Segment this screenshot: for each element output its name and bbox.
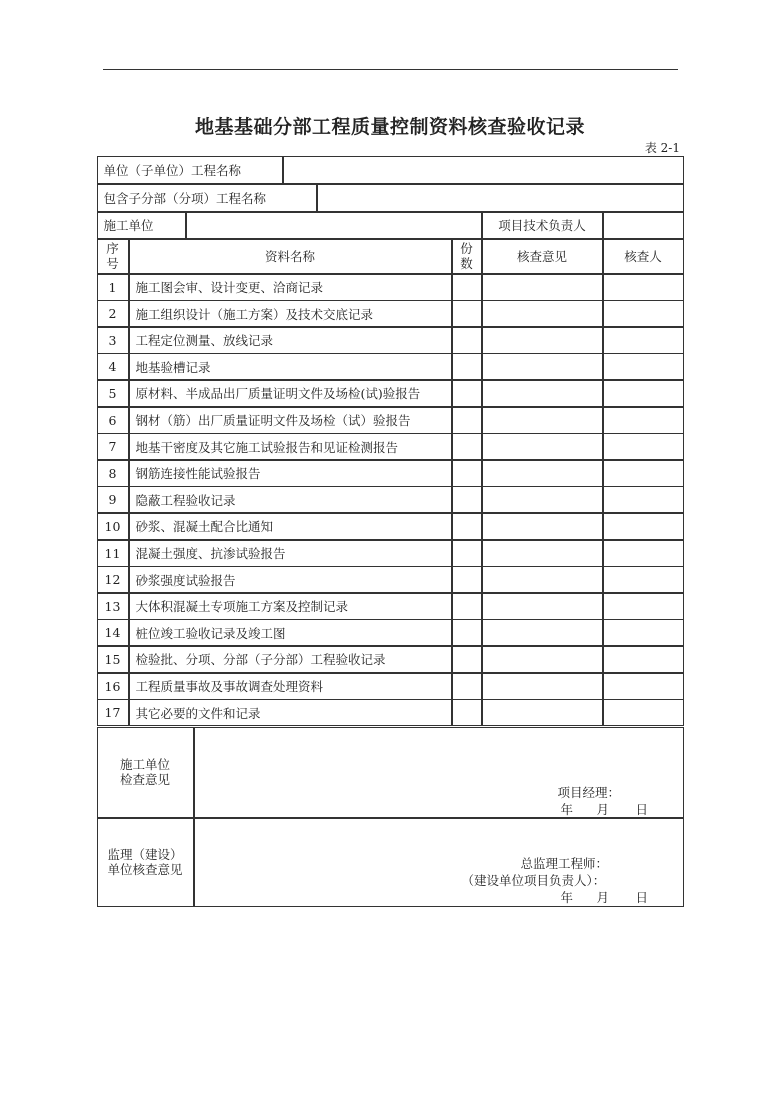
row-doc-name: 隐蔽工程验收记录	[129, 486, 452, 513]
row-no: 13	[97, 593, 129, 620]
row-copies[interactable]	[452, 593, 482, 620]
project-manager-label: 项目经理：	[557, 784, 621, 800]
row-no: 3	[97, 327, 129, 354]
contractor-field[interactable]	[186, 212, 482, 239]
row-no: 4	[97, 353, 129, 380]
row-no: 5	[97, 380, 129, 407]
row-no: 16	[97, 673, 129, 700]
contractor-review-label	[97, 727, 194, 818]
row-opinion[interactable]	[482, 407, 603, 434]
row-opinion[interactable]	[482, 673, 603, 700]
row-copies[interactable]	[452, 274, 482, 301]
col-header-opinion: 核查意见	[482, 239, 603, 274]
col-header-no-line2: 号	[106, 256, 119, 271]
row-inspector[interactable]	[603, 673, 684, 700]
col-header-name: 资料名称	[129, 239, 452, 274]
row-doc-name: 施工图会审、设计变更、洽商记录	[129, 274, 452, 301]
row-doc-name: 工程质量事故及事故调查处理资料	[129, 673, 452, 700]
row-inspector[interactable]	[603, 540, 684, 567]
row-inspector[interactable]	[603, 566, 684, 593]
sub-division-field[interactable]	[317, 184, 684, 212]
tech-lead-field[interactable]	[603, 212, 684, 239]
row-inspector[interactable]	[603, 513, 684, 540]
supervisor-review-label-line1: 监理（建设）	[107, 847, 183, 862]
row-doc-name: 检验批、分项、分部（子分部）工程验收记录	[129, 646, 452, 673]
row-no: 11	[97, 540, 129, 567]
row-no: 12	[97, 566, 129, 593]
row-copies[interactable]	[452, 673, 482, 700]
row-doc-name: 钢材（筋）出厂质量证明文件及场检（试）验报告	[129, 407, 452, 434]
row-copies[interactable]	[452, 460, 482, 487]
row-copies[interactable]	[452, 433, 482, 460]
row-opinion[interactable]	[482, 646, 603, 673]
row-inspector[interactable]	[603, 407, 684, 434]
row-inspector[interactable]	[603, 593, 684, 620]
row-copies[interactable]	[452, 619, 482, 646]
row-opinion[interactable]	[482, 513, 603, 540]
supervisor-year-label: 年	[560, 889, 574, 905]
row-doc-name: 砂浆、混凝土配合比通知	[129, 513, 452, 540]
contractor-year-label: 年	[560, 801, 574, 817]
col-header-copies-line2: 数	[460, 256, 473, 271]
row-opinion[interactable]	[482, 353, 603, 380]
row-opinion[interactable]	[482, 619, 603, 646]
row-doc-name: 钢筋连接性能试验报告	[129, 460, 452, 487]
row-inspector[interactable]	[603, 300, 684, 327]
row-copies[interactable]	[452, 646, 482, 673]
supervisor-review-field[interactable]	[194, 818, 684, 907]
tech-lead-label: 项目技术负责人	[482, 212, 603, 239]
contractor-day-label: 日	[635, 801, 649, 817]
row-opinion[interactable]	[482, 300, 603, 327]
row-opinion[interactable]	[482, 566, 603, 593]
row-inspector[interactable]	[603, 699, 684, 726]
owner-project-lead-label: （建设单位项目负责人）：	[461, 872, 606, 888]
row-opinion[interactable]	[482, 486, 603, 513]
row-doc-name: 其它必要的文件和记录	[129, 699, 452, 726]
row-no: 2	[97, 300, 129, 327]
row-no: 1	[97, 274, 129, 301]
row-no: 9	[97, 486, 129, 513]
row-inspector[interactable]	[603, 460, 684, 487]
row-no: 15	[97, 646, 129, 673]
top-rule	[103, 69, 678, 70]
row-no: 10	[97, 513, 129, 540]
row-opinion[interactable]	[482, 540, 603, 567]
row-doc-name: 大体积混凝土专项施工方案及控制记录	[129, 593, 452, 620]
contractor-review-field[interactable]	[194, 727, 684, 818]
row-inspector[interactable]	[603, 274, 684, 301]
col-header-copies-line1: 份	[460, 241, 473, 256]
row-no: 8	[97, 460, 129, 487]
row-opinion[interactable]	[482, 460, 603, 487]
row-inspector[interactable]	[603, 433, 684, 460]
row-no: 6	[97, 407, 129, 434]
row-copies[interactable]	[452, 380, 482, 407]
row-no: 14	[97, 619, 129, 646]
contractor-review-label-line2: 检查意见	[119, 772, 170, 787]
row-inspector[interactable]	[603, 619, 684, 646]
supervisor-review-label-line2: 单位核查意见	[107, 862, 183, 877]
row-copies[interactable]	[452, 353, 482, 380]
contractor-month-label: 月	[596, 801, 610, 817]
unit-project-field[interactable]	[283, 156, 684, 184]
contractor-label: 施工单位	[97, 212, 186, 239]
sub-division-label: 包含子分部（分项）工程名称	[97, 184, 317, 212]
row-opinion[interactable]	[482, 274, 603, 301]
unit-project-label: 单位（子单位）工程名称	[97, 156, 283, 184]
supervisor-review-label	[97, 818, 194, 907]
row-doc-name: 地基干密度及其它施工试验报告和见证检测报告	[129, 433, 452, 460]
row-inspector[interactable]	[603, 353, 684, 380]
col-header-inspector: 核查人	[603, 239, 684, 274]
col-header-no-line1: 序	[106, 241, 119, 256]
form-code: 表 2-1	[644, 141, 680, 155]
row-copies[interactable]	[452, 300, 482, 327]
row-no: 17	[97, 699, 129, 726]
row-copies[interactable]	[452, 486, 482, 513]
row-copies[interactable]	[452, 540, 482, 567]
supervisor-month-label: 月	[596, 889, 610, 905]
chief-supervisor-label: 总监理工程师：	[520, 855, 609, 871]
row-copies[interactable]	[452, 699, 482, 726]
row-copies[interactable]	[452, 327, 482, 354]
col-header-no	[97, 239, 129, 274]
row-opinion[interactable]	[482, 327, 603, 354]
row-copies[interactable]	[452, 566, 482, 593]
row-doc-name: 桩位竣工验收记录及竣工图	[129, 619, 452, 646]
row-inspector[interactable]	[603, 646, 684, 673]
row-doc-name: 混凝土强度、抗渗试验报告	[129, 540, 452, 567]
row-doc-name: 砂浆强度试验报告	[129, 566, 452, 593]
row-inspector[interactable]	[603, 380, 684, 407]
row-inspector[interactable]	[603, 327, 684, 354]
row-doc-name: 施工组织设计（施工方案）及技术交底记录	[129, 300, 452, 327]
row-doc-name: 地基验槽记录	[129, 353, 452, 380]
row-inspector[interactable]	[603, 486, 684, 513]
row-doc-name: 工程定位测量、放线记录	[129, 327, 452, 354]
row-copies[interactable]	[452, 407, 482, 434]
row-no: 7	[97, 433, 129, 460]
inspection-record-table	[97, 156, 684, 907]
contractor-review-label-line1: 施工单位	[119, 757, 170, 772]
page-title: 地基基础分部工程质量控制资料核查验收记录	[194, 116, 585, 138]
col-header-copies	[452, 239, 482, 274]
row-opinion[interactable]	[482, 593, 603, 620]
row-opinion[interactable]	[482, 699, 603, 726]
row-doc-name: 原材料、半成品出厂质量证明文件及场检(试)验报告	[129, 380, 452, 407]
supervisor-day-label: 日	[635, 889, 649, 905]
row-copies[interactable]	[452, 513, 482, 540]
row-opinion[interactable]	[482, 380, 603, 407]
row-opinion[interactable]	[482, 433, 603, 460]
